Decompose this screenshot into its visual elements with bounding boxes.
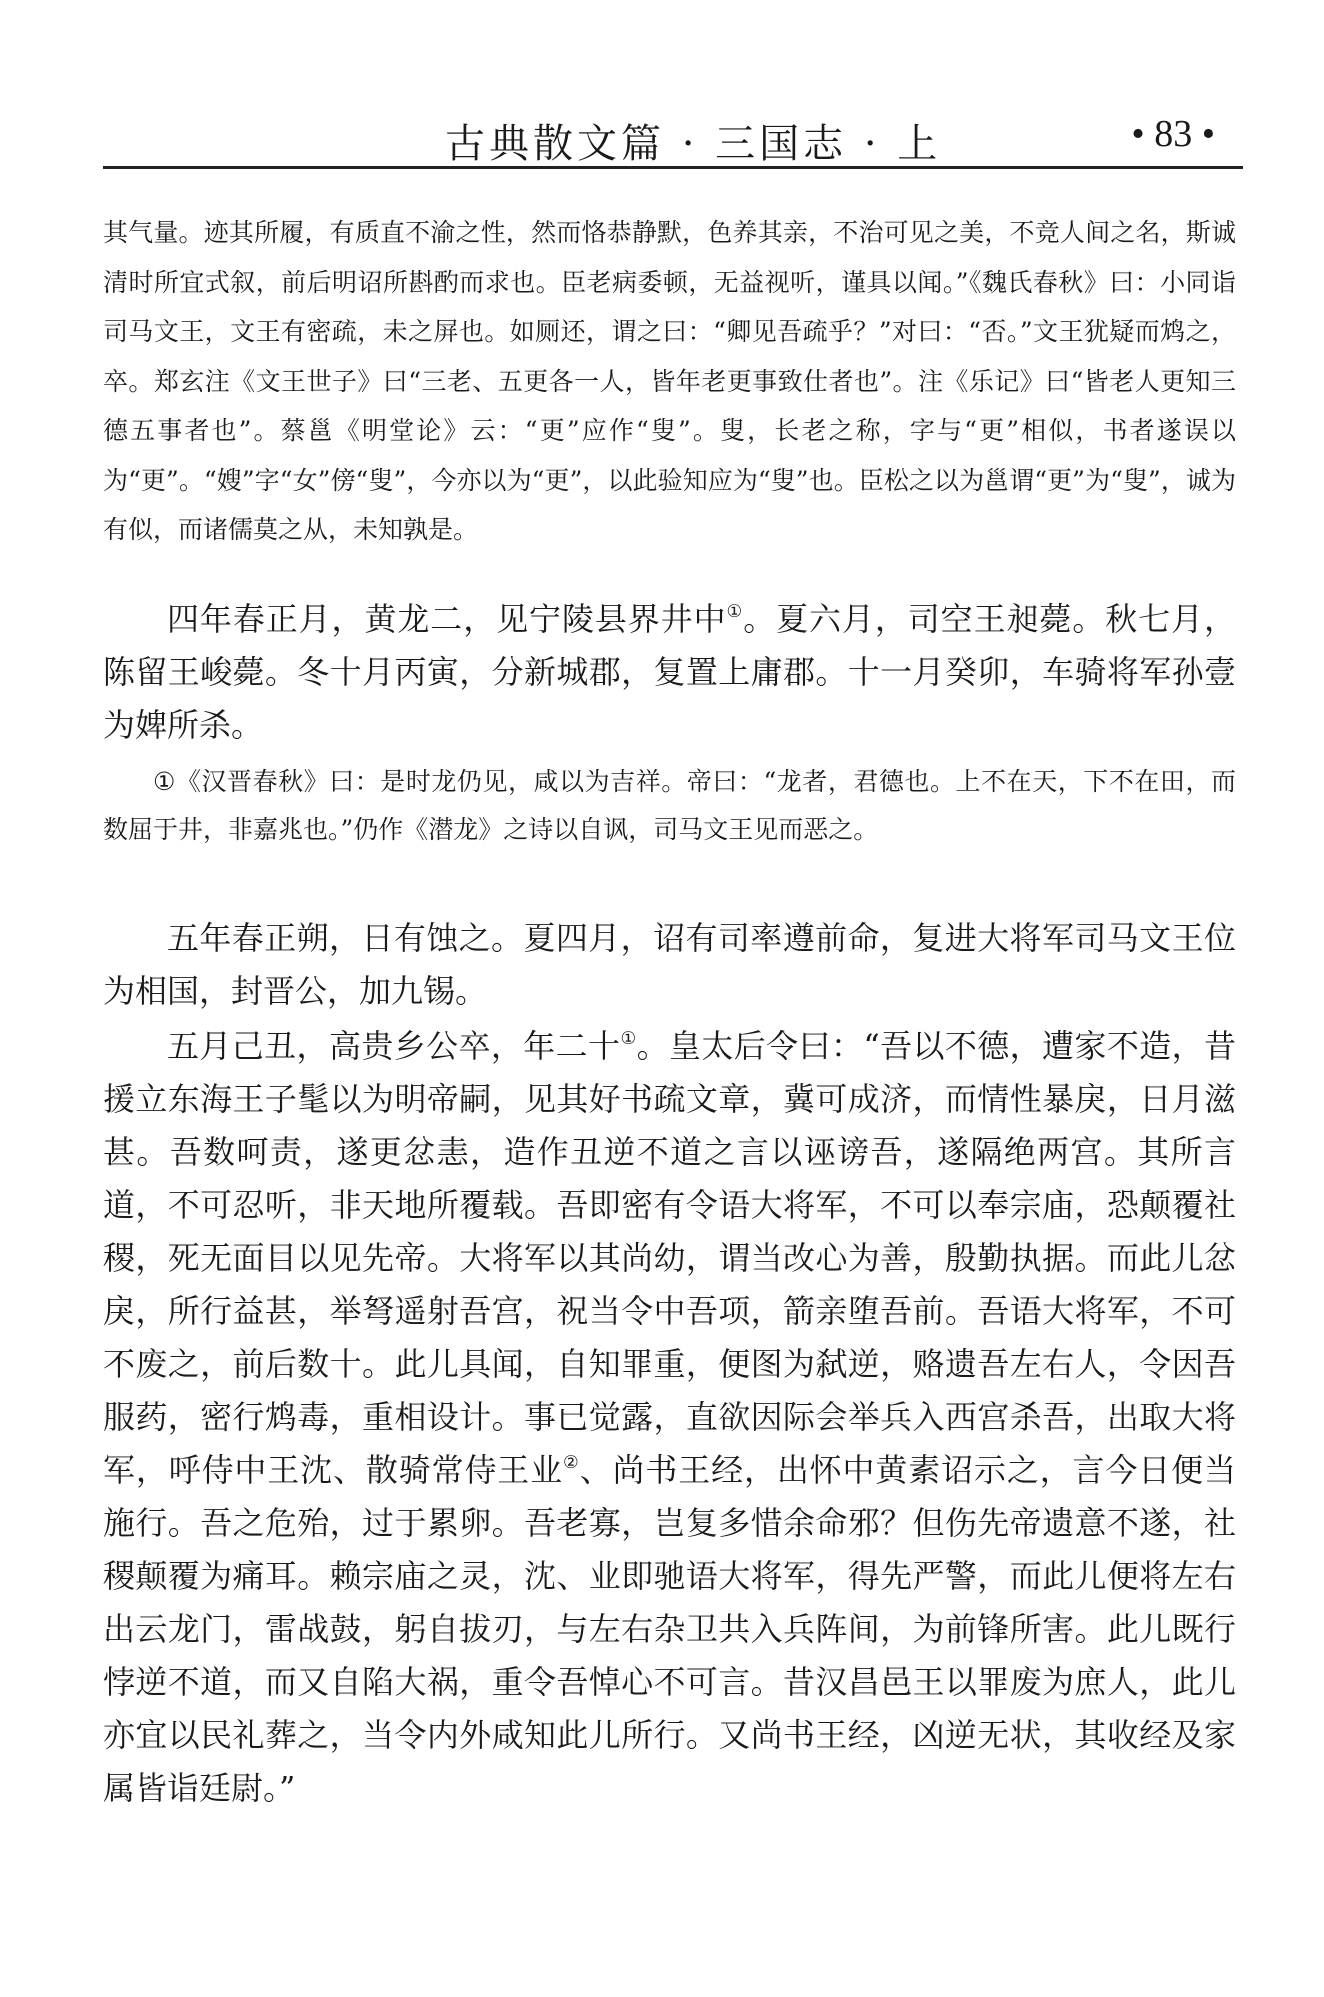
- page-header: [103, 104, 1243, 174]
- paragraph-text: 。夏六月，司空王昶薨。秋七月，陈留王峻薨。冬十月丙寅，分新城郡，复置上庸郡。十一月癸卯，车骑将军孙壹为婢所杀。: [103, 599, 1236, 744]
- paragraph-year-four: [103, 593, 1236, 752]
- footnote-marker: ①: [153, 766, 176, 796]
- footnote-text: 《汉晋春秋》曰：是时龙仍见，咸以为吉祥。帝曰：“龙者，君德也。上不在天，下不在田，而数屈于井，非嘉兆也。”仍作《潜龙》之诗以自讽，司马文王见而恶之。: [103, 766, 1236, 844]
- footnote-one: [103, 758, 1236, 854]
- page-number: • 83 •: [1131, 113, 1215, 155]
- paragraph-empress-decree: [103, 1020, 1236, 1815]
- footnote-reference: ①: [726, 601, 744, 622]
- footnote-reference: ①: [620, 1028, 637, 1049]
- paragraph-text: 。皇太后令曰：“吾以不德，遭家不造，昔援立东海王子髦以为明帝嗣，见其好书疏文章，冀可成济，而情性暴戾，日月滋甚。吾数呵责，遂更忿恚，造作丑逆不道之言以诬谤吾，遂隔绝两宫。其所言道，不可忍听，非天地所覆载。吾即密有令语大将军，不可以奉宗庙，恐颠覆社稷，死无面目以见先帝。大将军以其尚幼，谓当改心为善，殷勤执据。而此儿忿戾，所行益甚，举弩遥射吾宫，祝当令中吾项，箭亲堕吾前。吾语大将军，不可不废之，前后数十。此儿具闻，自知罪重，便图为弑逆，赂遗吾左右人，令因吾服药，密行鸩毒，重相设计。事已觉露，直欲因际会举兵入西宫杀吾，出取大将军，呼侍中王沈、散骑常侍王业: [103, 1026, 1236, 1489]
- footnote-reference: ②: [563, 1452, 580, 1473]
- paragraph-text: 五月己丑，高贵乡公卒，年二十: [167, 1026, 621, 1065]
- header-rule: [103, 166, 1243, 169]
- paragraph-text: 、尚书王经，出怀中黄素诏示之，言今日便当施行。吾之危殆，过于累卵。吾老寡，岂复多惜余命邪？但伤先帝遗意不遂，社稷颠覆为痛耳。赖宗庙之灵，沈、业即驰语大将军，得先严警，而此儿便将左右出云龙门，雷战鼓，躬自拔刃，与左右杂卫共入兵阵间，为前锋所害。此儿既行悖逆不道，而又自陷大祸，重令吾悼心不可言。昔汉昌邑王以罪废为庶人，此儿亦宜以民礼葬之，当令内外咸知此儿所行。又尚书王经，凶逆无状，其收经及家属皆诣廷尉。”: [103, 1450, 1236, 1807]
- paragraph-year-five: 五年春正朔，日有蚀之。夏四月，诏有司率遵前命，复进大将军司马文王位为相国，封晋公，加九锡。: [103, 918, 1236, 1010]
- running-title: 古典散文篇 · 三国志 · 上: [445, 121, 942, 167]
- page-body: [103, 208, 1236, 1815]
- commentary-continued: 其气量。迹其所履，有质直不渝之性，然而恪恭静默，色养其亲，不治可见之美，不竞人间之名，斯诚清时所宜式叙，前后明诏所斟酌而求也。臣老病委顿，无益视听，谨具以闻。”《魏氏春秋》曰：小同诣司马文王，文王有密疏，未之屏也。如厕还，谓之曰：“卿见吾疏乎？”对曰：“否。”文王犹疑而鸩之，卒。郑玄注《文王世子》曰“三老、五更各一人，皆年老更事致仕者也”。注《乐记》曰“皆老人更知三德五事者也”。蔡邕《明堂论》云：“更”应作“叟”。叟，长老之称，字与“更”相似，书者遂误以为“更”。“嫂”字“女”傍“叟”，今亦以为“更”，以此验知应为“叟”也。臣松之以为邕谓“更”为“叟”，诚为有似，而诸儒莫之从，未知孰是。: [103, 218, 1236, 544]
- paragraph-text: 四年春正月，黄龙二，见宁陵县界井中: [167, 599, 727, 638]
